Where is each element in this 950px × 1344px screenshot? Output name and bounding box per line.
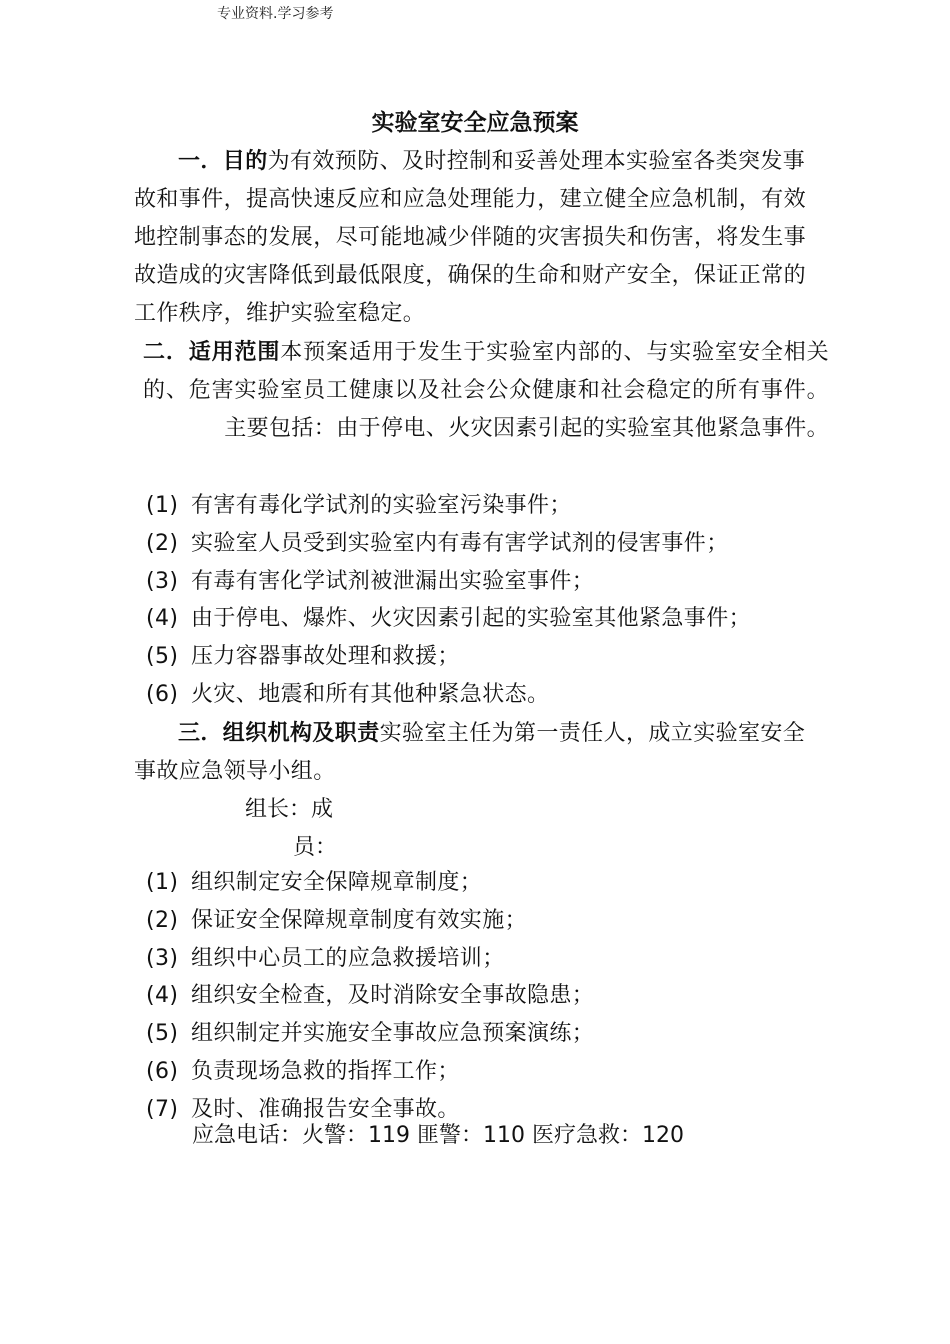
group-leader-label: 组长：成 — [245, 797, 334, 822]
section-organization-body: 实验室主任为第一责任人，成立实验室安全事故应急领导小组。 — [134, 721, 806, 784]
section-scope-body: 本预案适用于发生于实验室内部的、与实验室安全相关的、危害实验室员工健康以及社会公众健康和社会稳定的所有事件。主要包括：由于停电、火灾因素引起的实验室其他紧急事件。 — [143, 340, 829, 441]
list-item-number: (6) — [146, 681, 179, 707]
list-item-number: (7) — [146, 1096, 179, 1122]
section-scope — [143, 334, 829, 448]
duties-list — [146, 864, 594, 1129]
list-item — [146, 1015, 594, 1053]
list-item-number: (5) — [146, 1021, 179, 1047]
section-scope-heading: 二．适用范围 — [143, 340, 281, 365]
section-purpose — [134, 143, 824, 333]
section-organization — [134, 715, 824, 791]
list-item-text: 压力容器事故处理和救援； — [191, 644, 460, 670]
list-item-text: 负责现场急救的指挥工作； — [191, 1058, 460, 1084]
document-title: 实验室安全应急预案 — [371, 110, 579, 136]
list-item-text: 火灾、地震和所有其他种紧急状态。 — [191, 681, 550, 707]
list-item-number: (2) — [146, 907, 179, 933]
scope-list — [146, 487, 751, 714]
list-item-number: (4) — [146, 983, 179, 1009]
list-item-text: 组织安全检查，及时消除安全事故隐患； — [191, 983, 595, 1009]
list-item-number: (3) — [146, 945, 179, 971]
list-item — [146, 563, 751, 601]
list-item — [146, 940, 594, 978]
list-item-number: (4) — [146, 606, 179, 632]
section-purpose-heading: 一．目的 — [178, 149, 268, 174]
list-item-text: 实验室人员受到实验室内有毒有害学试剂的侵害事件； — [191, 530, 729, 556]
list-item — [146, 676, 751, 714]
list-item-text: 组织制定并实施安全事故应急预案演练； — [191, 1021, 595, 1047]
list-item-text: 组织制定安全保障规章制度； — [191, 870, 483, 895]
list-item-text: 有毒有害化学试剂被泄漏出实验室事件； — [191, 568, 595, 594]
list-item — [146, 638, 751, 676]
list-item-text: 保证安全保障规章制度有效实施； — [191, 907, 528, 933]
list-item — [146, 600, 751, 638]
list-item-text: 及时、准确报告安全事故。 — [191, 1096, 460, 1122]
list-item-text: 由于停电、爆炸、火灾因素引起的实验室其他紧急事件； — [191, 606, 752, 632]
list-item-number: (1) — [146, 493, 179, 518]
list-item-text: 有害有毒化学试剂的实验室污染事件； — [191, 493, 572, 518]
list-item — [146, 1053, 594, 1091]
list-item-number: (5) — [146, 644, 179, 670]
list-item — [146, 525, 751, 563]
list-item — [146, 487, 751, 525]
list-item — [146, 977, 594, 1015]
emergency-phones: 应急电话：火警：119 匪警：110 医疗急救：120 — [192, 1123, 684, 1148]
list-item-number: (6) — [146, 1058, 179, 1084]
list-item-number: (1) — [146, 870, 179, 895]
list-item-number: (3) — [146, 568, 179, 594]
section-organization-heading: 三．组织机构及职责 — [178, 721, 380, 746]
header-note: 专业资料.学习参考 — [217, 6, 334, 22]
list-item-number: (2) — [146, 530, 179, 556]
list-item — [146, 864, 594, 902]
list-item-text: 组织中心员工的应急救援培训； — [191, 945, 505, 971]
group-member-label: 员： — [293, 835, 338, 860]
section-purpose-body: 为有效预防、及时控制和妥善处理本实验室各类突发事故和事件，提高快速反应和应急处理能力，建立健全应急机制，有效地控制事态的发展，尽可能地减少伴随的灾害损失和伤害，将发生事故造成的灾害降低到最低限度，确保的生命和财产安全，保证正常的工作秩序，维护实验室稳定。 — [134, 149, 807, 326]
list-item — [146, 902, 594, 940]
